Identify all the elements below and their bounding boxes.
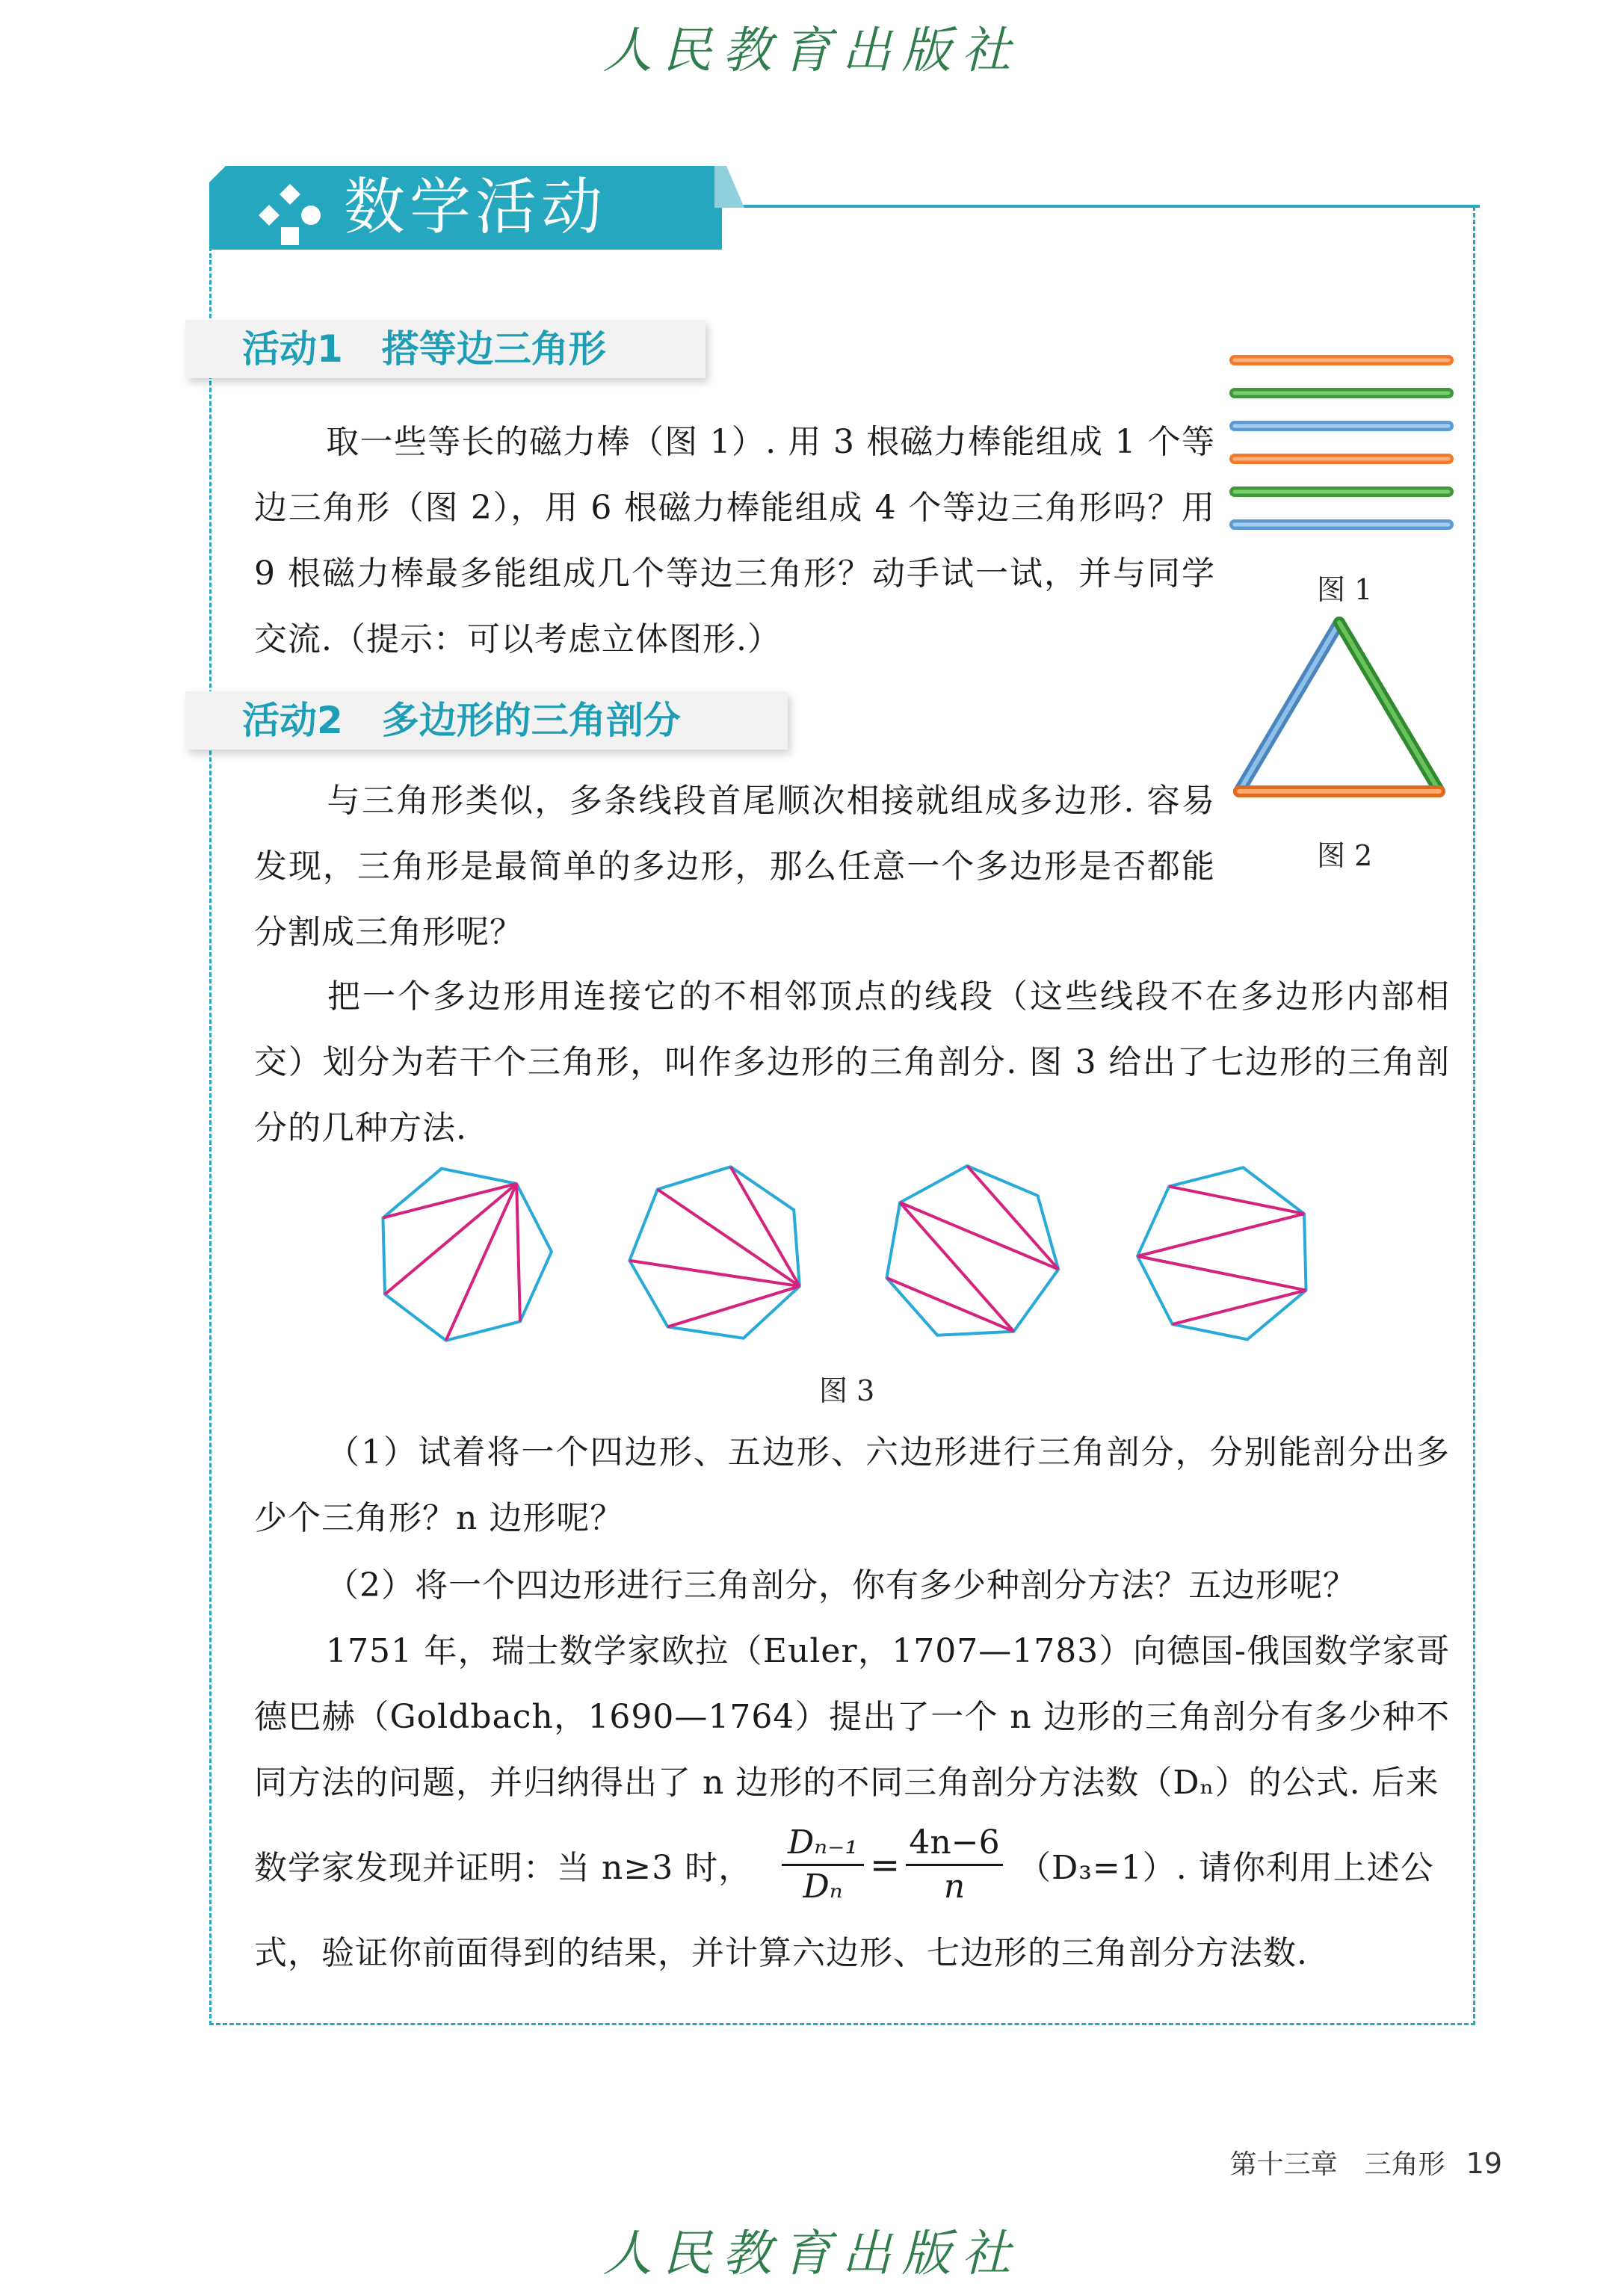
publisher-logo-bottom: 人民教育出版社 bbox=[602, 2225, 1022, 2282]
heptagon-triangulation-3 bbox=[886, 1166, 1058, 1335]
activity1-heading bbox=[185, 320, 706, 378]
activity1-title: 搭等边三角形 bbox=[381, 327, 606, 371]
page-footer bbox=[1188, 2143, 1502, 2181]
figure1-caption: 图 1 bbox=[1317, 573, 1373, 606]
activity2-paragraph1: 与三角形类似，多条线段首尾顺次相接就组成多边形. 容易发现，三角形是最简单的多边形，那么任意一个多边形是否都能分割成三角形呢？ bbox=[254, 782, 1215, 951]
figure3-heptagon-triangulations bbox=[366, 1143, 1338, 1368]
page-number: 19 bbox=[1466, 2147, 1502, 2180]
euler-paragraph: 1751 年，瑞士数学家欧拉（Euler，1707—1783）向德国-俄国数学家哥德巴赫（Goldbach，1690—1764）提出了一个 n 边形的三角剖分有多少种不同方法的问题，并归纳得出了 n 边形的不同三角剖分方法数（Dₙ）的公式. 后来 bbox=[254, 1632, 1450, 1802]
banner-tab bbox=[714, 166, 744, 208]
activity1-number: 活动1 bbox=[242, 327, 343, 371]
figure2-caption: 图 2 bbox=[1317, 839, 1373, 872]
publisher-logo-top: 人民教育出版社 bbox=[602, 22, 1022, 79]
activity2-number: 活动2 bbox=[242, 699, 343, 742]
activity2-paragraph2: 把一个多边形用连接它的不相邻顶点的线段（这些线段不在多边形内部相交）划分为若干个三角形，叫作多边形的三角剖分. 图 3 给出了七边形的三角剖分的几种方法. bbox=[254, 977, 1450, 1147]
formula-fraction-left: Dₙ₋₁ Dₙ bbox=[782, 1823, 864, 1906]
activity2-title: 多边形的三角剖分 bbox=[381, 699, 681, 742]
question2: （2）将一个四边形进行三角剖分，你有多少种剖分方法？五边形呢？ bbox=[326, 1566, 1356, 1604]
final-paragraph: 式，验证你前面得到的结果，并计算六边形、七边形的三角剖分方法数. bbox=[254, 1934, 1308, 1972]
figure1-magnetic-rods bbox=[1226, 344, 1457, 538]
figure2-rod-triangle bbox=[1218, 609, 1465, 811]
heptagon-triangulation-2 bbox=[629, 1167, 799, 1338]
activity1-paragraph: 取一些等长的磁力棒（图 1）. 用 3 根磁力棒能组成 1 个等边三角形（图 2），用 6 根磁力棒能组成 4 个等边三角形吗？用 9 根磁力棒最多能组成几个等边三角形？动手试一试，并与同学交流.（提示：可以考虑立体图形.） bbox=[254, 423, 1215, 658]
section-title: 数学活动 bbox=[344, 172, 608, 243]
formula-line-right: （D₃=1）. 请你利用上述公 bbox=[1018, 1849, 1434, 1887]
figure3-caption: 图 3 bbox=[819, 1374, 875, 1407]
formula-fraction-right: 4n−6 n bbox=[906, 1823, 1003, 1906]
activity2-heading bbox=[185, 691, 788, 750]
diamond-shapes-icon bbox=[253, 178, 327, 253]
question1: （1）试着将一个四边形、五边形、六边形进行三角剖分，分别能剖分出多少个三角形？n 边形呢？ bbox=[254, 1433, 1450, 1537]
chapter-label: 第十三章 三角形 bbox=[1229, 2149, 1445, 2180]
heptagon-triangulation-4 bbox=[1137, 1167, 1306, 1339]
heptagon-triangulation-1 bbox=[383, 1169, 552, 1341]
formula-line-left: 数学家发现并证明：当 n≥3 时， bbox=[254, 1849, 753, 1887]
formula-equals: = bbox=[870, 1844, 901, 1886]
